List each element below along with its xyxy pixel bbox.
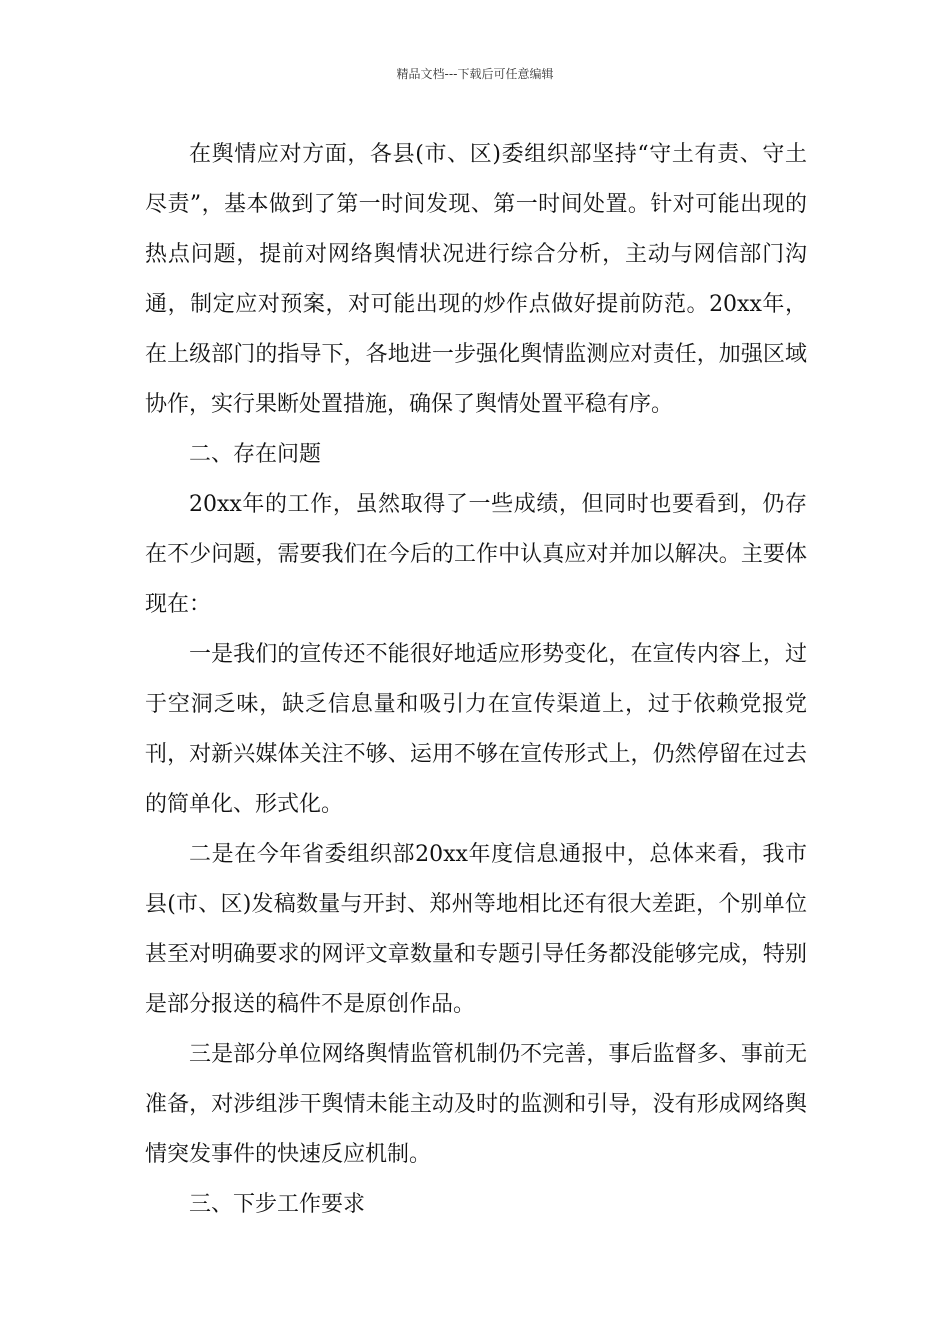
section-heading-existing-problems: 二、存在问题 [189, 442, 322, 467]
paragraph-public-opinion-response: 在舆情应对方面，各县(市、区)委组织部坚持“守土有责、守土尽责”，基本做到了第一时间发现、第一时间处置。针对可能出现的热点问题，提前对网络舆情状况进行综合分析，主动与网信部门沟通，制定应对预案，对可能出现的炒作点做好提前防范。20xx年，在上级部门的指导下，各地进一步强化舆情监测应对责任，加强区域协作，实行果断处置措施，确保了舆情处置平稳有序。 [145, 142, 807, 417]
document-body [145, 130, 807, 1230]
paragraph-problem-three: 三是部分单位网络舆情监管机制仍不完善，事后监督多、事前无准备，对涉组涉干舆情未能主动及时的监测和引导，没有形成网络舆情突发事件的快速反应机制。 [145, 1042, 807, 1167]
paragraph-problem-one: 一是我们的宣传还不能很好地适应形势变化，在宣传内容上，过于空洞乏味，缺乏信息量和吸引力在宣传渠道上，过于依赖党报党刊，对新兴媒体关注不够、运用不够在宣传形式上，仍然停留在过去的简单化、形式化。 [145, 642, 807, 817]
paragraph-problems-intro: 20xx年的工作，虽然取得了一些成绩，但同时也要看到，仍存在不少问题，需要我们在今后的工作中认真应对并加以解决。主要体现在： [145, 492, 807, 617]
section-heading-next-steps: 三、下步工作要求 [189, 1192, 366, 1217]
paragraph-problem-two: 二是在今年省委组织部20xx年度信息通报中，总体来看，我市县(市、区)发稿数量与开封、郑州等地相比还有很大差距，个别单位甚至对明确要求的网评文章数量和专题引导任务都没能够完成，特别是部分报送的稿件不是原创作品。 [145, 842, 807, 1017]
page-header: 精品文档---下载后可任意编辑 [396, 67, 554, 81]
